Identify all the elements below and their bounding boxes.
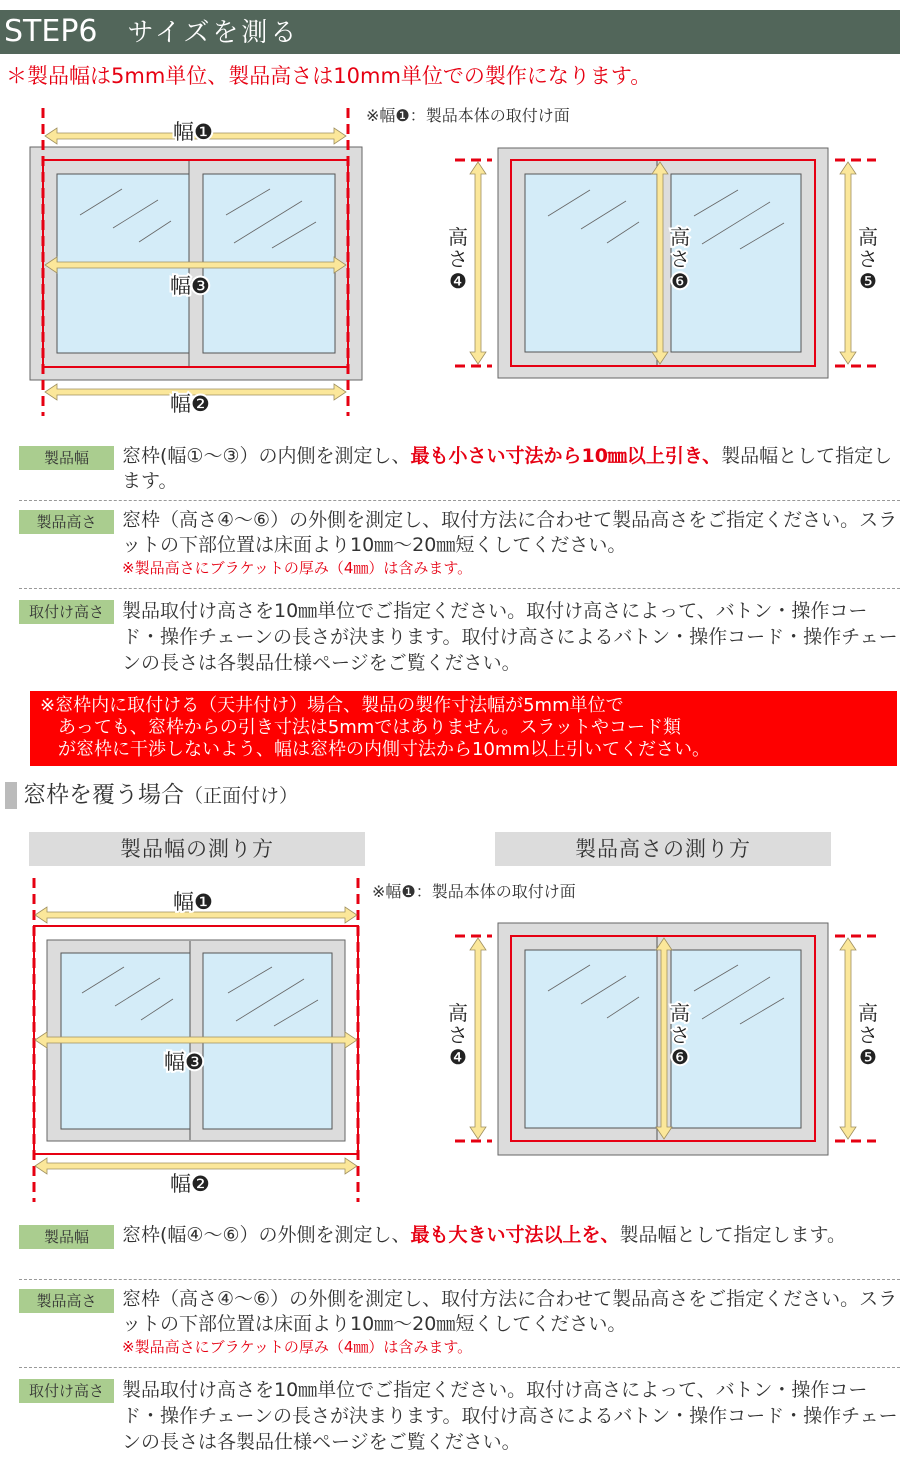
height-label: ❹	[449, 1045, 467, 1069]
divider	[19, 500, 900, 501]
desc-text: 窓枠(幅④〜⑥）の外側を測定し、	[122, 1224, 411, 1246]
desc-emphasis: 最も小さい寸法から10㎜以上引き、	[410, 445, 722, 467]
badge-product-height: 製品高さ	[19, 1289, 114, 1313]
desc-text: 窓枠（高さ④〜⑥）の外側を測定し、取付方法に合わせて製品高さをご指定ください。スラットの下部位置は床面より10㎜〜20㎜短くしてください。	[122, 509, 898, 556]
height-label: さ	[670, 247, 690, 271]
height-label: さ	[858, 247, 878, 271]
heading-width-measure: 製品幅の測り方	[29, 832, 365, 866]
section-title	[5, 782, 298, 809]
height-arrow	[470, 938, 486, 1139]
desc-text: 製品幅として指定します。	[122, 445, 893, 492]
section-title-text: 窓枠を覆う場合	[23, 782, 184, 808]
height-label: 高	[448, 1001, 468, 1025]
divider	[19, 588, 900, 589]
desc-text: 窓枠(幅①〜③）の内側を測定し、	[122, 445, 411, 467]
badge-mount-height: 取付け高さ	[19, 1379, 114, 1403]
badge-mount-height: 取付け高さ	[19, 600, 114, 624]
height-label: さ	[670, 1023, 690, 1047]
warning-box: ※窓枠内に取付ける（天井付け）場合、製品の製作寸法幅が5mm単位で あっても、窓枠からの引き寸法は5mmではありません。スラットやコード類 が窓枠に干渉しないよう、幅は窓枠の内側寸法から10mm以上引いてください。	[30, 691, 897, 766]
height-label: さ	[858, 1023, 878, 1047]
label-w1: 幅❶	[173, 120, 213, 144]
label-w1: 幅❶	[173, 890, 213, 914]
badge-product-width: 製品幅	[19, 1225, 114, 1249]
section-subtitle: （正面付け）	[184, 785, 299, 807]
height-label: 高	[448, 225, 468, 249]
outside-width-row	[19, 1223, 900, 1248]
height-label: 高	[670, 1001, 690, 1025]
desc-text: 製品取付け高さを10㎜単位でご指定ください。取付け高さによって、バトン・操作コード・操作チェーンの長さが決まります。取付け高さによるバトン・操作コード・操作チェーンの長さは各製品仕様ページをご覧ください。	[122, 600, 898, 674]
height-label: 高	[858, 1001, 878, 1025]
desc-emphasis: 最も大きい寸法以上を、	[410, 1224, 620, 1246]
height-arrow	[840, 938, 856, 1139]
height-label: ❹	[449, 269, 467, 293]
desc-note: ※製品高さにブラケットの厚み（4㎜）は含みます。	[122, 1338, 473, 1356]
unit-notice: ＊製品幅は5mm単位、製品高さは10mm単位での製作になります。	[6, 64, 652, 88]
height-arrow	[470, 162, 486, 364]
height-label: ❻	[671, 269, 689, 293]
inside-width-row	[19, 444, 900, 494]
label-w2: 幅❷	[170, 1172, 210, 1196]
mount-note-2: ※幅❶：製品本体の取付け面	[372, 882, 576, 901]
step-title: サイズを測る	[127, 18, 300, 48]
inside-mount-row	[19, 598, 900, 676]
inside-height-row	[19, 508, 900, 578]
step-number: STEP6	[4, 14, 98, 49]
height-arrow	[840, 162, 856, 364]
label-w2: 幅❷	[170, 392, 210, 416]
height-label: 高	[670, 225, 690, 249]
desc-text: 製品幅として指定します。	[619, 1224, 846, 1246]
outside-mount-row	[19, 1377, 900, 1455]
height-label: さ	[448, 247, 468, 271]
mount-note: ※幅❶：製品本体の取付け面	[366, 106, 570, 125]
desc-note: ※製品高さにブラケットの厚み（4㎜）は含みます。	[122, 559, 473, 577]
desc-text: 製品取付け高さを10㎜単位でご指定ください。取付け高さによって、バトン・操作コード・操作チェーンの長さが決まります。取付け高さによるバトン・操作コード・操作チェーンの長さは各製品仕様ページをご覧ください。	[122, 1379, 898, 1453]
divider	[19, 1279, 900, 1280]
height-label: ❺	[859, 1045, 877, 1069]
height-label: 高	[858, 225, 878, 249]
desc-text: 窓枠（高さ④〜⑥）の外側を測定し、取付方法に合わせて製品高さをご指定ください。スラットの下部位置は床面より10㎜〜20㎜短くしてください。	[122, 1288, 898, 1335]
heading-height-measure: 製品高さの測り方	[495, 832, 831, 866]
height-label: さ	[448, 1023, 468, 1047]
height-label: ❺	[859, 269, 877, 293]
label-w3: 幅❸	[170, 274, 210, 298]
outside-height-row	[19, 1287, 900, 1357]
height-label: ❻	[671, 1045, 689, 1069]
divider	[19, 1367, 900, 1368]
badge-product-height: 製品高さ	[19, 510, 114, 534]
badge-product-width: 製品幅	[19, 446, 114, 470]
label-w3: 幅❸	[164, 1050, 204, 1074]
